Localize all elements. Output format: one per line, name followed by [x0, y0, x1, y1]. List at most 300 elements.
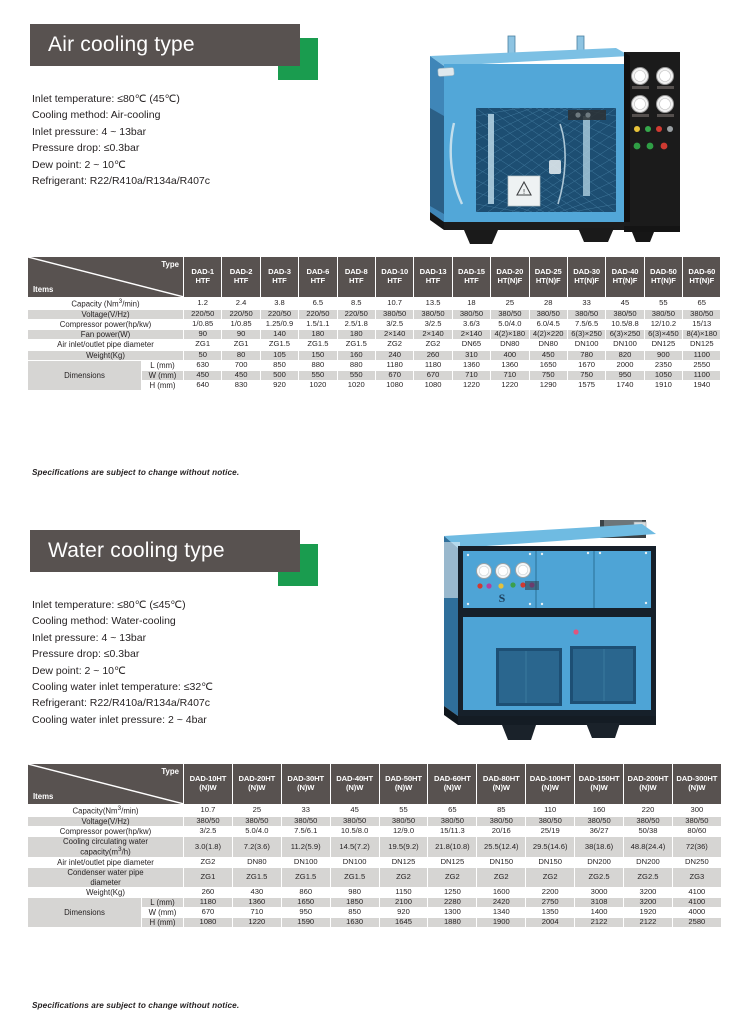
table-cell: 1100 [683, 350, 721, 360]
table-cell: 830 [222, 381, 260, 391]
table-cell: 980 [330, 887, 379, 897]
table-cell: DN125 [683, 340, 721, 350]
table-cell: ZG2 [526, 868, 575, 887]
table-row [28, 897, 722, 907]
table-cell: 430 [232, 887, 281, 897]
table-cell: 1670 [567, 360, 605, 370]
table-cell: 820 [606, 350, 644, 360]
model-header [330, 764, 379, 805]
dimension-sub-label: L (mm) [142, 897, 184, 907]
spec-list-water-cooling [32, 597, 213, 728]
table-cell: 1880 [428, 918, 477, 928]
table-cell: 780 [567, 350, 605, 360]
table-cell: 160 [575, 805, 624, 817]
table-cell: 670 [375, 370, 413, 380]
dimension-sub-label: L (mm) [142, 360, 184, 370]
table-cell: 300 [672, 805, 721, 817]
water-cooler-illustration [418, 520, 718, 752]
table-cell: 220/50 [337, 309, 375, 319]
table-cell: 80/60 [672, 826, 721, 836]
table-cell: 4(2)×180 [491, 330, 529, 340]
table-cell: 380/50 [526, 816, 575, 826]
table-cell: DN100 [281, 858, 330, 868]
model-header-line: DAD-10 [381, 267, 409, 277]
table-cell: 12/9.0 [379, 826, 428, 836]
table-cell: 33 [567, 298, 605, 310]
model-header-line: HT(N)F [574, 276, 599, 285]
table-cell: 2122 [575, 918, 624, 928]
svg-text:S: S [498, 591, 506, 605]
table-cell: DN100 [330, 858, 379, 868]
model-header-line: HT(N)F [497, 276, 523, 285]
table-header-row [28, 764, 722, 805]
model-header-line: HTF [464, 276, 479, 285]
table-cell: 1220 [452, 381, 490, 391]
model-header-line: DAD-50 [649, 267, 677, 277]
table-cell: 220 [624, 805, 673, 817]
table-cell: 1100 [683, 370, 721, 380]
table-cell: 3000 [575, 887, 624, 897]
spec-line: Inlet temperature: ≤80℃ (45℃) [32, 93, 180, 105]
model-header-line: DAD-8 [344, 267, 368, 277]
table-cell: 450 [184, 370, 222, 380]
table-cell: 950 [281, 908, 330, 918]
table-cell: 1180 [184, 897, 233, 907]
spec-line: Inlet pressure: 4 ~ 13bar [32, 631, 147, 644]
table-cell: 2280 [428, 897, 477, 907]
model-header-line: DAD-20HT [238, 774, 276, 784]
model-header [477, 764, 526, 805]
table-cell: 640 [184, 381, 222, 391]
model-header-line: HTF [310, 276, 326, 285]
table-cell: 10.7 [184, 805, 233, 817]
table-cell: 1180 [375, 360, 413, 370]
model-header-line: HTF [272, 276, 287, 285]
table-cell: 4000 [672, 908, 721, 918]
table-row [28, 350, 721, 360]
table-cell: 1850 [330, 897, 379, 907]
table-row [28, 340, 721, 350]
table-cell: ZG1.5 [299, 340, 337, 350]
table-cell: 1590 [281, 918, 330, 928]
spec-line: Inlet temperature: ≤80℃ (≤45℃) [32, 599, 186, 611]
table-cell: 50 [184, 350, 222, 360]
dimensions-label: Dimensions [28, 360, 142, 391]
table-cell: 1575 [567, 381, 605, 391]
model-header-line: HTF [195, 276, 210, 285]
table-cell: 25 [491, 298, 529, 310]
table-cell: 5.0/4.0 [232, 826, 281, 836]
table-cell: 3/2.5 [414, 319, 452, 329]
table-cell: 220/50 [222, 309, 260, 319]
table-cell: 380/50 [428, 816, 477, 826]
table-cell: 1920 [624, 908, 673, 918]
table-cell: 8.5 [337, 298, 375, 310]
table-cell: 4100 [672, 897, 721, 907]
table-cell: 28 [529, 298, 567, 310]
table-cell: DN150 [526, 858, 575, 868]
row-label: Air inlet/outlet pipe diameter [28, 340, 184, 350]
table-cell: 25.5(12.4) [477, 837, 526, 858]
table-cell: 6.0/4.5 [529, 319, 567, 329]
model-header-line: DAD-60HT [434, 774, 471, 784]
table-cell: 1940 [683, 381, 721, 391]
table-cell: 1250 [428, 887, 477, 897]
table-cell: 55 [644, 298, 682, 310]
model-header-line: DAD-30 [573, 267, 601, 277]
table-cell: 180 [299, 330, 337, 340]
table-cell: 380/50 [414, 309, 452, 319]
table-cell: 500 [260, 370, 298, 380]
table-cell: DN150 [477, 858, 526, 868]
table-cell: ZG1.5 [281, 868, 330, 887]
table-cell: 380/50 [672, 816, 721, 826]
table-cell: 920 [260, 381, 298, 391]
table-cell: ZG2 [477, 868, 526, 887]
table-row [28, 868, 722, 887]
model-header [281, 764, 330, 805]
footnote-air-cooling: Specifications are subject to change without notice. [32, 468, 240, 477]
table-cell: 2420 [477, 897, 526, 907]
table-cell: ZG2 [184, 858, 233, 868]
row-label: Air inlet/outlet pipe diameter [28, 858, 184, 868]
table-cell: 550 [299, 370, 337, 380]
table-cell: ZG2.5 [624, 868, 673, 887]
table-cell: 14.5(7.2) [330, 837, 379, 858]
table-cell: 36/27 [575, 826, 624, 836]
table-cell: 2000 [606, 360, 644, 370]
footnote-water-cooling: Specifications are subject to change without notice. [32, 1001, 240, 1010]
model-header-line: DAD-15 [458, 267, 485, 277]
table-cell: 180 [337, 330, 375, 340]
table-cell: 2×140 [414, 330, 452, 340]
row-label: Capacity (Nm$^3$/min) [28, 298, 184, 310]
table-cell: 850 [260, 360, 298, 370]
table-cell: 33 [281, 805, 330, 817]
spec-line: Pressure drop: ≤0.3bar [32, 648, 140, 661]
corner-header-cell [28, 257, 184, 298]
table-cell: 670 [414, 370, 452, 380]
table-cell: 4(2)×220 [529, 330, 567, 340]
dimensions-label: Dimensions [28, 897, 142, 928]
table-cell: 550 [337, 370, 375, 380]
table-cell: 1080 [184, 918, 233, 928]
table-cell: 220/50 [184, 309, 222, 319]
model-header [624, 764, 673, 805]
table-cell: 1900 [477, 918, 526, 928]
table-cell: 19.5(9.2) [379, 837, 428, 858]
table-cell: 1150 [379, 887, 428, 897]
model-header [575, 764, 624, 805]
svg-text:!: ! [522, 188, 526, 196]
model-header [375, 257, 413, 298]
table-cell: 380/50 [184, 816, 233, 826]
model-header-line: HTF [387, 276, 402, 285]
model-header-line: DAD-50HT [385, 774, 422, 784]
table-cell: 380/50 [375, 309, 413, 319]
table-cell: 1080 [414, 381, 452, 391]
table-cell: 380/50 [330, 816, 379, 826]
table-cell: ZG2 [379, 868, 428, 887]
table-row [28, 309, 721, 319]
model-header [337, 257, 375, 298]
table-cell: 900 [644, 350, 682, 360]
model-header [260, 257, 298, 298]
table-cell: 850 [330, 908, 379, 918]
model-header-line: HTF [349, 276, 364, 285]
table-cell: 72(36) [672, 837, 721, 858]
table-cell: 110 [526, 805, 575, 817]
table-cell: 15/11.3 [428, 826, 477, 836]
table-cell: 1360 [232, 897, 281, 907]
row-label: Weight(Kg) [28, 350, 184, 360]
model-header [567, 257, 605, 298]
table-cell: 7.5/6.1 [281, 826, 330, 836]
model-header-line: DAD-3 [268, 267, 291, 277]
spec-line: Dew point: 2 ~ 10℃ [32, 664, 126, 677]
table-cell: 860 [281, 887, 330, 897]
table-row [28, 805, 722, 817]
table-cell: 380/50 [379, 816, 428, 826]
table-cell: 2200 [526, 887, 575, 897]
table-cell: 10.5/8.8 [606, 319, 644, 329]
row-label: Compressor power(hp/kw) [28, 319, 184, 329]
table-cell: 710 [232, 908, 281, 918]
corner-items-label: Items [33, 284, 54, 294]
model-header [491, 257, 529, 298]
table-cell: 1340 [477, 908, 526, 918]
table-cell: 260 [184, 887, 233, 897]
table-cell: 1630 [330, 918, 379, 928]
table-row [28, 837, 722, 858]
table-cell: 13.5 [414, 298, 452, 310]
table-cell: 7.2(3.6) [232, 837, 281, 858]
table-cell: 1400 [575, 908, 624, 918]
table-cell: DN200 [624, 858, 673, 868]
table-cell: 6(3)×250 [567, 330, 605, 340]
table-cell: 1650 [281, 897, 330, 907]
table-cell: 750 [567, 370, 605, 380]
table-cell: 80 [222, 350, 260, 360]
model-header [299, 257, 337, 298]
table-cell: ZG1.5 [260, 340, 298, 350]
table-cell: 3200 [624, 887, 673, 897]
table-cell: 50/38 [624, 826, 673, 836]
table-cell: 1080 [375, 381, 413, 391]
table-header-row [28, 257, 721, 298]
model-header-line: DAD-6 [306, 267, 330, 277]
table-cell: 55 [379, 805, 428, 817]
model-header [452, 257, 490, 298]
dimension-sub-label: H (mm) [142, 918, 184, 928]
model-header [414, 257, 452, 298]
row-label: Condenser water pipe diameter [28, 868, 184, 887]
table-cell: 1220 [232, 918, 281, 928]
spec-line: Cooling method: Water-cooling [32, 615, 176, 628]
model-header-line: HT(N)F [612, 276, 638, 285]
dimension-sub-label: W (mm) [142, 908, 184, 918]
spec-line: Cooling water inlet pressure: 2 ~ 4bar [32, 713, 207, 726]
table-cell: 1910 [644, 381, 682, 391]
table-cell: ZG1 [184, 868, 233, 887]
spec-line: Cooling method: Air-cooling [32, 109, 161, 122]
table-cell: ZG1.5 [337, 340, 375, 350]
section-title: Air cooling type [48, 33, 195, 56]
table-cell: 380/50 [606, 309, 644, 319]
table-cell: ZG3 [672, 868, 721, 887]
model-header [606, 257, 644, 298]
row-label: Voltage(V/Hz) [28, 816, 184, 826]
table-cell: 1020 [337, 381, 375, 391]
model-header [184, 257, 222, 298]
table-cell: 3.6/3 [452, 319, 490, 329]
model-header-line: DAD-40 [611, 267, 639, 277]
table-cell: 29.5(14.6) [526, 837, 575, 858]
table-cell: 2004 [526, 918, 575, 928]
table-cell: 950 [606, 370, 644, 380]
table-cell: 1.5/1.1 [299, 319, 337, 329]
model-header-line: DAD-200HT [627, 774, 669, 784]
table-cell: 380/50 [683, 309, 721, 319]
table-cell: 1180 [414, 360, 452, 370]
table-cell: 380/50 [644, 309, 682, 319]
model-header-line: HTF [233, 276, 249, 285]
table-cell: 90 [222, 330, 260, 340]
table-cell: 2750 [526, 897, 575, 907]
model-header [379, 764, 428, 805]
table-cell: 260 [414, 350, 452, 360]
dimension-sub-label: W (mm) [142, 370, 184, 380]
table-cell: 48.8(24.4) [624, 837, 673, 858]
table-cell: 140 [260, 330, 298, 340]
table-cell: DN100 [567, 340, 605, 350]
model-header [184, 764, 233, 805]
table-cell: DN100 [606, 340, 644, 350]
spec-line: Cooling water inlet temperature: ≤32℃ [32, 681, 213, 694]
product-photo-water-cooling [418, 520, 718, 752]
table-cell: 1360 [491, 360, 529, 370]
table-cell: DN80 [529, 340, 567, 350]
table-cell: 38(18.6) [575, 837, 624, 858]
table-cell: DN200 [575, 858, 624, 868]
table-cell: 15/13 [683, 319, 721, 329]
table-cell: 400 [491, 350, 529, 360]
table-cell: 3108 [575, 897, 624, 907]
model-header-line: DAD-10HT [189, 774, 227, 784]
table-cell: ZG2.5 [575, 868, 624, 887]
table-cell: 670 [184, 908, 233, 918]
table-cell: ZG1 [222, 340, 260, 350]
table-row [28, 330, 721, 340]
model-header [222, 257, 260, 298]
product-photo-air-cooling [418, 28, 718, 250]
table-cell: 8(4)×180 [683, 330, 721, 340]
table-cell: 65 [428, 805, 477, 817]
table-cell: 450 [529, 350, 567, 360]
table-cell: 1350 [526, 908, 575, 918]
table-cell: 1/0.85 [222, 319, 260, 329]
table-cell: 45 [330, 805, 379, 817]
table-cell: ZG1.5 [330, 868, 379, 887]
table-cell: 3/2.5 [375, 319, 413, 329]
table-cell: 2550 [683, 360, 721, 370]
table-cell: 1740 [606, 381, 644, 391]
model-header-line: (N)W [443, 783, 462, 792]
model-header-line: DAD-40HT [336, 774, 373, 784]
banner-bar [30, 530, 300, 572]
table-cell: 380/50 [529, 309, 567, 319]
table-cell: 380/50 [624, 816, 673, 826]
table-cell: 1290 [529, 381, 567, 391]
table-cell: 21.8(10.8) [428, 837, 477, 858]
corner-header-cell [28, 764, 184, 805]
table-cell: 380/50 [232, 816, 281, 826]
table-cell: ZG2 [414, 340, 452, 350]
corner-type-label: Type [161, 767, 179, 776]
table-cell: 7.5/6.5 [567, 319, 605, 329]
model-header [526, 764, 575, 805]
table-cell: ZG1 [184, 340, 222, 350]
section-banner-air-cooling [30, 24, 330, 82]
table-cell: DN80 [232, 858, 281, 868]
spec-line: Pressure drop: ≤0.3bar [32, 142, 140, 155]
table-cell: 750 [529, 370, 567, 380]
table-cell: DN125 [644, 340, 682, 350]
table-cell: 220/50 [299, 309, 337, 319]
model-header [232, 764, 281, 805]
table-cell: DN65 [452, 340, 490, 350]
table-cell: DN125 [379, 858, 428, 868]
row-label: Capacity(Nm$^3$/min) [28, 805, 184, 817]
table-row [28, 826, 722, 836]
model-header [644, 257, 682, 298]
table-cell: 880 [337, 360, 375, 370]
model-header-line: DAD-20 [496, 267, 524, 277]
table-row [28, 360, 721, 370]
table-cell: 12/10.2 [644, 319, 682, 329]
model-header-line: DAD-2 [229, 267, 253, 277]
table-cell: DN250 [672, 858, 721, 868]
table-cell: 240 [375, 350, 413, 360]
table-cell: 25/19 [526, 826, 575, 836]
spec-list-air-cooling [32, 91, 210, 189]
table-cell: 18 [452, 298, 490, 310]
corner-items-label: Items [33, 791, 54, 801]
model-header-line: DAD-80HT [482, 774, 520, 784]
spec-line: Refrigerant: R22/R410a/R134a/R407c [32, 175, 211, 188]
spec-line: Refrigerant: R22/R410a/R134a/R407c [32, 697, 211, 710]
table-cell: DN125 [428, 858, 477, 868]
row-label: Cooling circulating water $capacity(m^3/h)$ [28, 837, 184, 858]
table-cell: DN80 [491, 340, 529, 350]
section-banner-water-cooling [30, 530, 330, 588]
table-cell: 3.0(1.8) [184, 837, 233, 858]
model-header-line: DAD-100HT [529, 774, 571, 784]
table-cell: 710 [452, 370, 490, 380]
table-cell: 2×140 [375, 330, 413, 340]
table-cell: 1360 [452, 360, 490, 370]
table-cell: 6(3)×250 [606, 330, 644, 340]
table-cell: 5.0/4.0 [491, 319, 529, 329]
row-label: Voltage(V/Hz) [28, 309, 184, 319]
table-cell: 1050 [644, 370, 682, 380]
table-cell: 380/50 [477, 816, 526, 826]
model-header-line: HTF [425, 276, 441, 285]
model-header-line: (N)W [394, 783, 413, 792]
table-cell: 6.5 [299, 298, 337, 310]
corner-type-label: Type [161, 260, 179, 269]
table-cell: 880 [299, 360, 337, 370]
